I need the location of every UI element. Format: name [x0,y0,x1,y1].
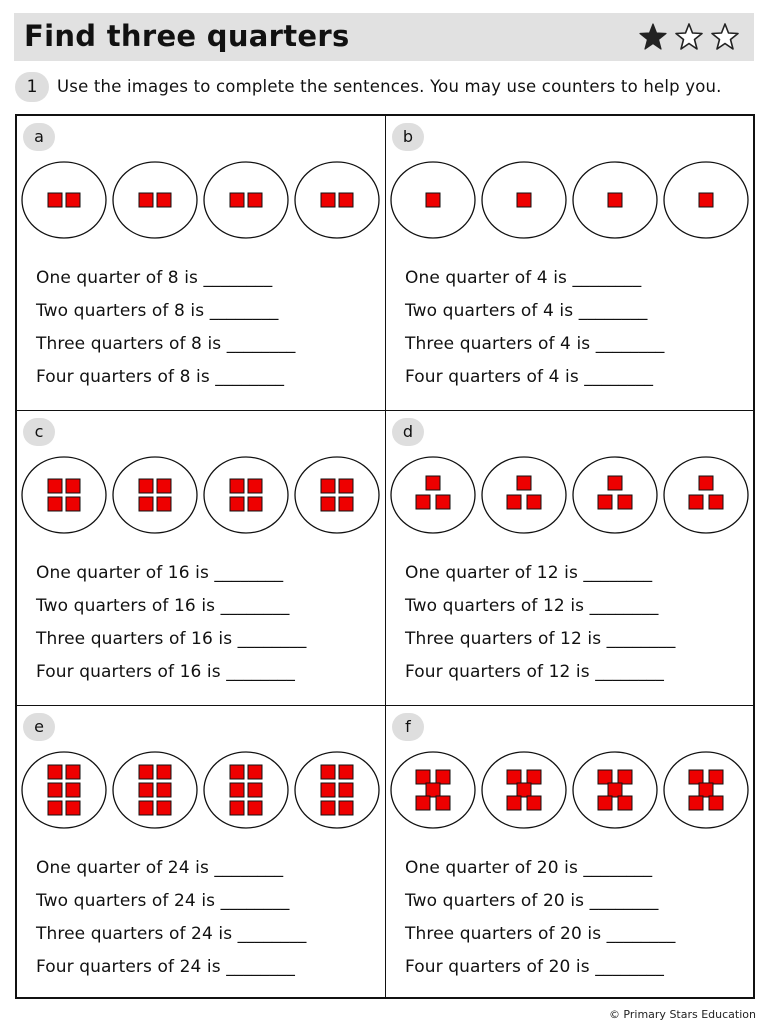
group [664,457,748,533]
difficulty-stars [638,22,740,52]
counter [517,783,531,797]
counter [507,770,521,784]
group [573,752,657,828]
group [204,457,288,533]
counter [416,796,430,810]
counter [248,193,262,207]
sentence-list [36,563,306,695]
sentence-list [36,268,296,400]
counter [416,770,430,784]
group [482,752,566,828]
groups-diagram [21,160,385,240]
counter [139,497,153,511]
counter [248,497,262,511]
groups-diagram [390,750,754,830]
counter [230,497,244,511]
counter [321,765,335,779]
question-instructions: Use the images to complete the sentences. You may use counters to help you. [57,77,722,96]
group [22,457,106,533]
copyright: © Primary Stars Education [608,1008,756,1021]
group [113,162,197,238]
sentence: Three quarters of 8 is ________ [36,334,296,354]
counter [321,783,335,797]
part-label: b [392,123,424,151]
counter [321,497,335,511]
group-circle [295,752,379,828]
group [573,457,657,533]
sentence: One quarter of 20 is ________ [405,858,653,878]
counter [321,193,335,207]
counter [48,765,62,779]
sentence: Three quarters of 4 is ________ [405,334,665,354]
sentence: Four quarters of 12 is ________ [405,662,664,682]
counter [139,193,153,207]
counter [689,796,703,810]
group-circle [482,457,566,533]
counter [699,193,713,207]
sentence: Two quarters of 8 is ________ [36,301,279,321]
sentence: Three quarters of 20 is ________ [405,924,676,944]
sentence-list [405,563,675,695]
part-label: c [23,418,55,446]
counter [157,783,171,797]
sentence: Four quarters of 24 is ________ [36,957,295,977]
groups-diagram [21,750,385,830]
sentence: Three quarters of 24 is ________ [36,924,307,944]
counter [248,765,262,779]
group-circle [22,162,106,238]
group [391,162,475,238]
group-circle [573,457,657,533]
counter [689,495,703,509]
title-bar [14,13,754,61]
group [295,162,379,238]
group [664,162,748,238]
counter [66,765,80,779]
sentence: Four quarters of 4 is ________ [405,367,654,387]
counter [321,801,335,815]
sentence: Four quarters of 16 is ________ [36,662,295,682]
counter [139,783,153,797]
counter [598,770,612,784]
group [482,162,566,238]
counter [709,495,723,509]
group-circle [204,162,288,238]
counter [426,783,440,797]
counter [66,193,80,207]
counter [48,497,62,511]
counter [66,497,80,511]
sentence: Two quarters of 16 is ________ [36,596,290,616]
counter [339,479,353,493]
sentence: Three quarters of 12 is ________ [405,629,676,649]
counter [527,796,541,810]
group [295,752,379,828]
panel-b [386,116,754,411]
group-circle [204,457,288,533]
sentence: One quarter of 16 is ________ [36,563,284,583]
counter [66,783,80,797]
counter [598,495,612,509]
group-circle [295,162,379,238]
counter [339,783,353,797]
sentence-list [405,858,675,990]
sentence: Two quarters of 24 is ________ [36,891,290,911]
panel-c [17,411,385,706]
counter [248,801,262,815]
counter [426,193,440,207]
sentence: Four quarters of 8 is ________ [36,367,285,387]
groups-diagram [390,455,754,535]
counter [48,479,62,493]
counter [416,495,430,509]
counter [517,476,531,490]
group-circle [664,457,748,533]
counter [618,495,632,509]
sentence: One quarter of 8 is ________ [36,268,273,288]
counter [248,783,262,797]
part-label: a [23,123,55,151]
sentence: One quarter of 4 is ________ [405,268,642,288]
group-circle [113,162,197,238]
group-circle [295,457,379,533]
counter [157,479,171,493]
sentence: Two quarters of 20 is ________ [405,891,659,911]
sentence: Two quarters of 12 is ________ [405,596,659,616]
panel-f [386,706,754,1001]
counter [139,765,153,779]
star-empty-icon [710,22,740,52]
counter [66,479,80,493]
group [295,457,379,533]
counter [139,479,153,493]
counter [426,476,440,490]
group-circle [22,457,106,533]
counter [709,770,723,784]
counter [699,476,713,490]
counter [339,801,353,815]
counter [699,783,713,797]
groups-diagram [21,455,385,535]
counter [230,765,244,779]
counter [48,783,62,797]
counter [230,783,244,797]
counter [598,796,612,810]
group [113,457,197,533]
groups-diagram [390,160,754,240]
counter [608,476,622,490]
part-label: e [23,713,55,741]
counter [48,193,62,207]
sentence-list [36,858,306,990]
group-circle [204,752,288,828]
group [22,162,106,238]
counter [230,801,244,815]
group [391,752,475,828]
counter [709,796,723,810]
panel-d [386,411,754,706]
counter [507,796,521,810]
counter [618,770,632,784]
counter [608,193,622,207]
counter [157,765,171,779]
page-title: Find three quarters [24,19,350,53]
counter [527,770,541,784]
counter [517,193,531,207]
counter [157,497,171,511]
group [573,162,657,238]
counter [48,801,62,815]
group [113,752,197,828]
sentence: Four quarters of 20 is ________ [405,957,664,977]
group [391,457,475,533]
counter [230,193,244,207]
counter [157,193,171,207]
counter [436,770,450,784]
counter [507,495,521,509]
counter [618,796,632,810]
counter [321,479,335,493]
group [482,457,566,533]
sentence: One quarter of 24 is ________ [36,858,284,878]
panel-e [17,706,385,1001]
counter [527,495,541,509]
group-circle [113,457,197,533]
group [204,752,288,828]
counter [436,495,450,509]
counter [157,801,171,815]
star-filled-icon [638,22,668,52]
counter [248,479,262,493]
group [204,162,288,238]
counter [608,783,622,797]
counter [66,801,80,815]
group [664,752,748,828]
counter [139,801,153,815]
group-circle [113,752,197,828]
group [22,752,106,828]
counter [230,479,244,493]
worksheet-grid [15,114,755,999]
group-circle [391,457,475,533]
sentence: Three quarters of 16 is ________ [36,629,307,649]
counter [339,497,353,511]
counter [436,796,450,810]
sentence: One quarter of 12 is ________ [405,563,653,583]
part-label: f [392,713,424,741]
sentence: Two quarters of 4 is ________ [405,301,648,321]
counter [339,765,353,779]
star-empty-icon [674,22,704,52]
counter [339,193,353,207]
part-label: d [392,418,424,446]
panel-a [17,116,385,411]
question-number: 1 [15,72,49,102]
sentence-list [405,268,665,400]
group-circle [22,752,106,828]
counter [689,770,703,784]
